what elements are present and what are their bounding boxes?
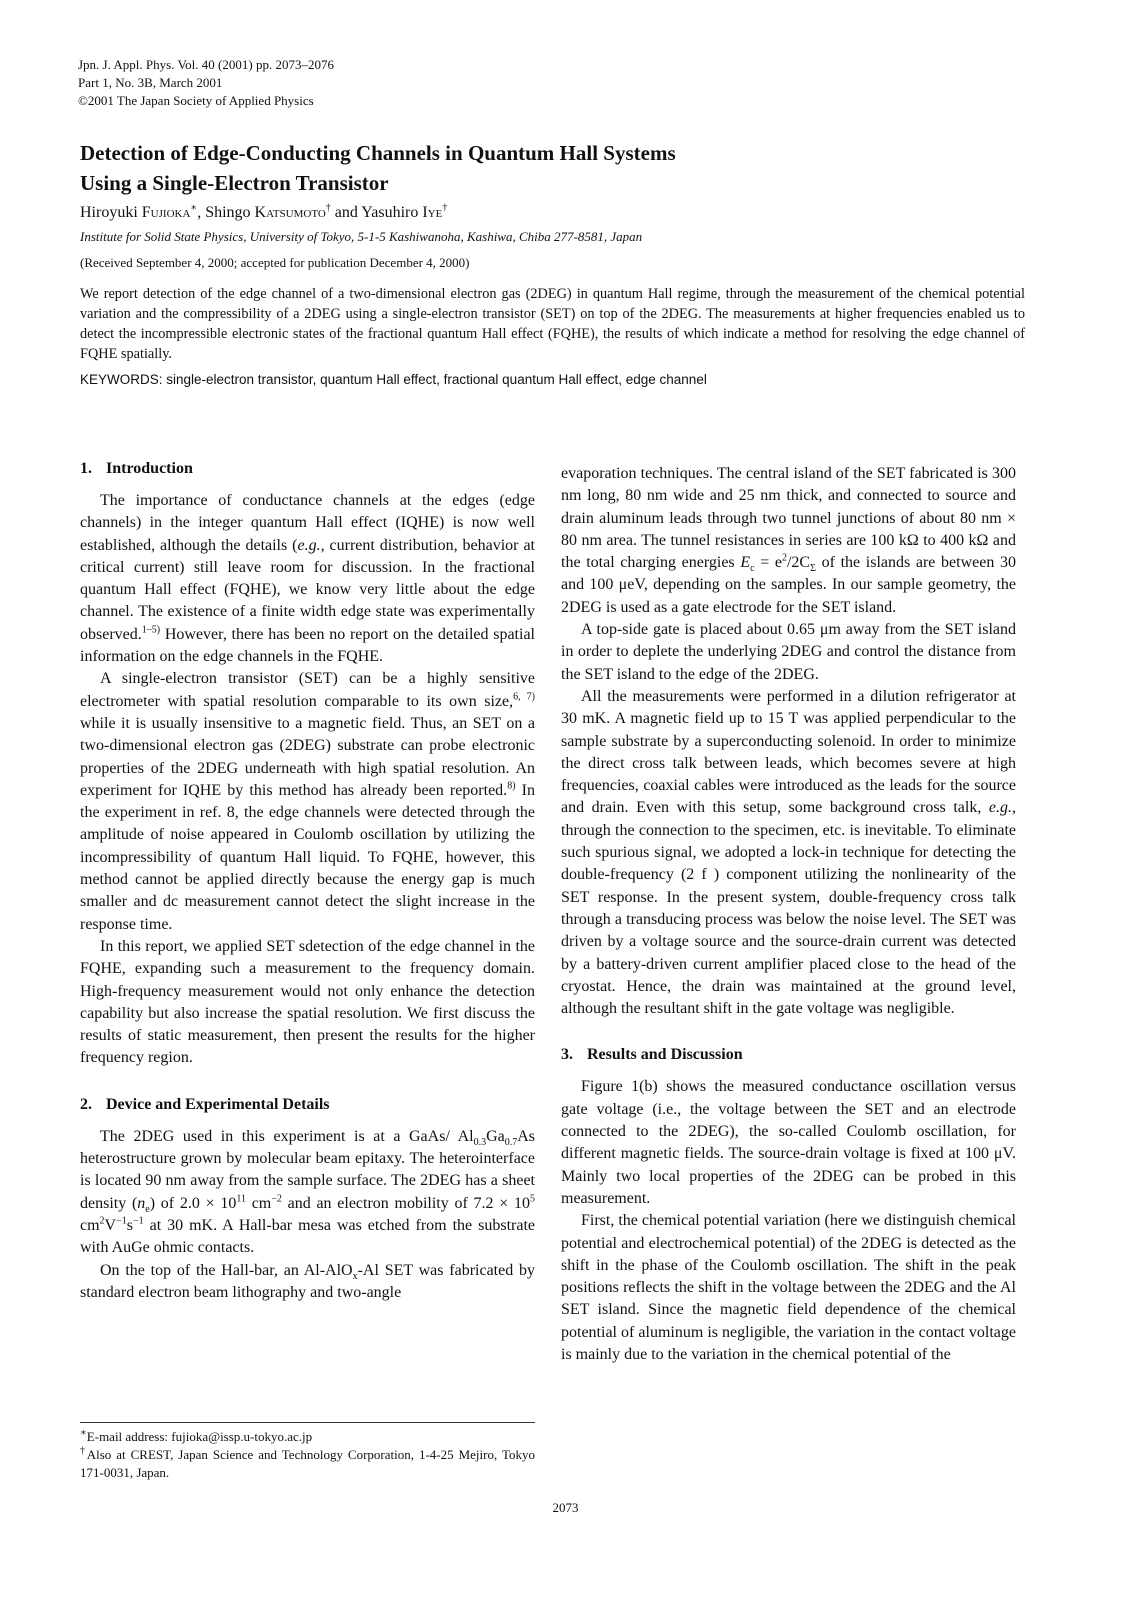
left-column xyxy=(80,458,535,1304)
keywords: KEYWORDS: single-electron transistor, quantum Hall effect, fractional quantum Hall effect, edge channel xyxy=(80,372,707,387)
author-list xyxy=(80,204,447,222)
author-separator: and Yasuhiro xyxy=(330,204,423,221)
paragraph: The 2DEG used in this experiment is at a GaAs/ $Al_{0.3}Ga_{0.7}As$ heterostructure grown by molecular beam epitaxy. The heterointerface is located 90 nm away from the sample surface. The 2DEG has a sheet density $(n_e)$ of $2.0 \times 10^{11}$ $cm^{-2}$ and an electron mobility of $7.2 \times 10^5$ $cm^2V^{-1}s^{-1}$ at 30 mK. A Hall-bar mesa was etched from the substrate with AuGe ohmic contacts. xyxy=(80,1127,536,1257)
section-heading-device: 2. Device and Experimental Details xyxy=(80,1095,330,1113)
journal-citation xyxy=(78,56,334,110)
paragraph: A top-side gate is placed about 0.65 μm away from the SET island in order to deplete the underlying 2DEG and control the distance from the SET island to the edge of the 2DEG. xyxy=(561,621,1016,683)
footnotes xyxy=(80,1428,535,1482)
author-mark: † xyxy=(442,202,448,214)
author-family-name: Fujioka xyxy=(141,204,191,221)
section-heading-introduction: 1. Introduction xyxy=(80,460,193,477)
section-heading-results: 3. Results and Discussion xyxy=(561,1046,743,1064)
paragraph: evaporation techniques. The central island of the SET fabricated is 300 nm long, 80 nm wide and 25 nm thick, and connected to source and drain aluminum leads through two tunnel junctions of about 80 nm × 80 nm area. The tunnel resistances in series are 100 kΩ to 400 kΩ and the total charging energies $E_c = e^2/2C_\Sigma$ of the islands are between 30 and 100 μeV, depending on the samples. In our sample geometry, the 2DEG is used as a gate electrode for the SET island. xyxy=(561,465,1017,616)
paragraph: All the measurements were performed in a dilution refrigerator at 30 mK. A magnetic field up to 15 T was applied perpendicular to the sample substrate by a superconducting solenoid. In order to minimize the direct cross talk between leads, which becomes severe at high frequencies, coaxial cables were introduced as the leads for the source and drain. Even with this setup, some background cross talk, e.g., through the connection to the specimen, etc. is inevitable. To eliminate such spurious signal, we adopted a lock-in technique for detecting the double-frequency (2 f ) component utilizing the nonlinearity of the SET response. In the present system, double-frequency cross talk through a transducing process was below the noise level. The SET was driven by a voltage source and the source-drain current was detected by a battery-driven current amplifier placed close to the head of the cryostat. Hence, the drain was maintained at the ground level, although the resultant shift in the gate voltage was negligible. xyxy=(561,687,1016,1018)
page-number: 2073 xyxy=(552,1500,579,1515)
author-mark: ∗ xyxy=(190,202,198,214)
paragraph: Figure 1(b) shows the measured conductance oscillation versus gate voltage (i.e., the voltage between the SET and an electrode connected to the 2DEG), the so-called Coulomb oscillation, for different magnetic fields. The source-drain voltage is fixed at 100 μV. Mainly two local properties of the 2DEG can be probed in this measurement. xyxy=(561,1078,1016,1207)
author-given-name: Hiroyuki xyxy=(80,204,142,221)
paper-title xyxy=(80,138,980,198)
author-mark: † xyxy=(325,202,331,214)
reference-mark: 1–5) xyxy=(141,624,161,636)
title-line-2: Using a Single-Electron Transistor xyxy=(80,171,389,195)
reference-mark: 6, 7) xyxy=(513,691,535,703)
paragraph: In this report, we applied SET sdetection of the edge channel in the FQHE, expanding such a measurement to the frequency domain. High-frequency measurement would not only enhance the detection capability but also increase the spatial resolution. We first discuss the results of static measurement, then present the results for the higher frequency region. xyxy=(80,937,535,1067)
footnote-rule xyxy=(80,1422,535,1423)
affiliation: Institute for Solid State Physics, University of Tokyo, 5-1-5 Kashiwanoha, Kashiwa, Chiba 277-8581, Japan xyxy=(80,229,643,244)
author-family-name: Katsumoto xyxy=(254,204,326,221)
journal-issue: Part 1, No. 3B, March 2001 xyxy=(78,75,223,90)
paragraph: On the top of the Hall-bar, an Al-AlO$_x$-Al SET was fabricated by standard electron beam lithography and two-angle xyxy=(80,1261,535,1301)
journal-copyright: ©2001 The Japan Society of Applied Physics xyxy=(78,93,314,108)
paragraph: First, the chemical potential variation (here we distinguish chemical potential and electrochemical potential) of the 2DEG is detected as the shift in the phase of the Coulomb oscillation. The shift in the peak positions reflects the shift in the voltage between the 2DEG and the Al SET island. Since the magnetic field dependence of the chemical potential of aluminum is negligible, the variation in the contact voltage is mainly due to the variation in the chemical potential of the xyxy=(561,1212,1016,1363)
footnote-affiliation: †Also at CREST, Japan Science and Technology Corporation, 1-4-25 Mejiro, Tokyo 171-0031, Japan. xyxy=(80,1445,535,1480)
paragraph: The importance of conductance channels at the edges (edge channels) in the integer quantum Hall effect (IQHE) is now well established, although the details (e.g., current distribution, behavior at critical current) still leave room for discussion. In the fractional quantum Hall effect (FQHE), we know very little about the edge channel. The existence of a finite width edge state was experimentally observed.$^{1-5)}$ However, there has been no report on the detailed spatial information on the edge channels in the FQHE. xyxy=(80,492,535,666)
right-column xyxy=(561,463,1016,1366)
title-line-1: Detection of Edge-Conducting Channels in Quantum Hall Systems xyxy=(80,141,676,165)
author-family-name: Iye xyxy=(422,204,443,221)
footnote-email: ∗E-mail address: fujioka@issp.u-tokyo.ac.jp xyxy=(80,1427,313,1444)
journal-line: Jpn. J. Appl. Phys. Vol. 40 (2001) pp. 2073–2076 xyxy=(78,57,334,72)
author-separator: , Shingo xyxy=(197,204,255,221)
received-dates: (Received September 4, 2000; accepted for publication December 4, 2000) xyxy=(80,255,470,270)
reference-mark: 8) xyxy=(507,780,516,792)
paragraph: A single-electron transistor (SET) can be a highly sensitive electrometer with spatial resolution comparable to its own size,$^{6, 7)}$ while it is usually insensitive to a magnetic field. Thus, an SET on a two-dimensional electron gas (2DEG) substrate can probe electronic properties of the 2DEG underneath with high spatial resolution. An experiment for IQHE by this method has already been reported.$^{8)}$ In the experiment in ref. 8, the edge channels were detected through the amplitude of noise appeared in Coulomb oscillation by utilizing the incompressibility of quantum Hall liquid. To FQHE, however, this method cannot be applied directly because the energy gap is much smaller and dc measurement cannot detect the slight increase in the response time. xyxy=(80,670,536,933)
abstract: We report detection of the edge channel of a two-dimensional electron gas (2DEG) in quantum Hall regime, through the measurement of the chemical potential variation and the compressibility of a 2DEG using a single-electron transistor (SET) on top of the 2DEG. The measurements at higher frequencies enabled us to detect the incompressible electronic states of the fractional quantum Hall effect (FQHE), the results of which indicate a method for resolving the edge channel of FQHE spatially. xyxy=(80,286,1025,362)
